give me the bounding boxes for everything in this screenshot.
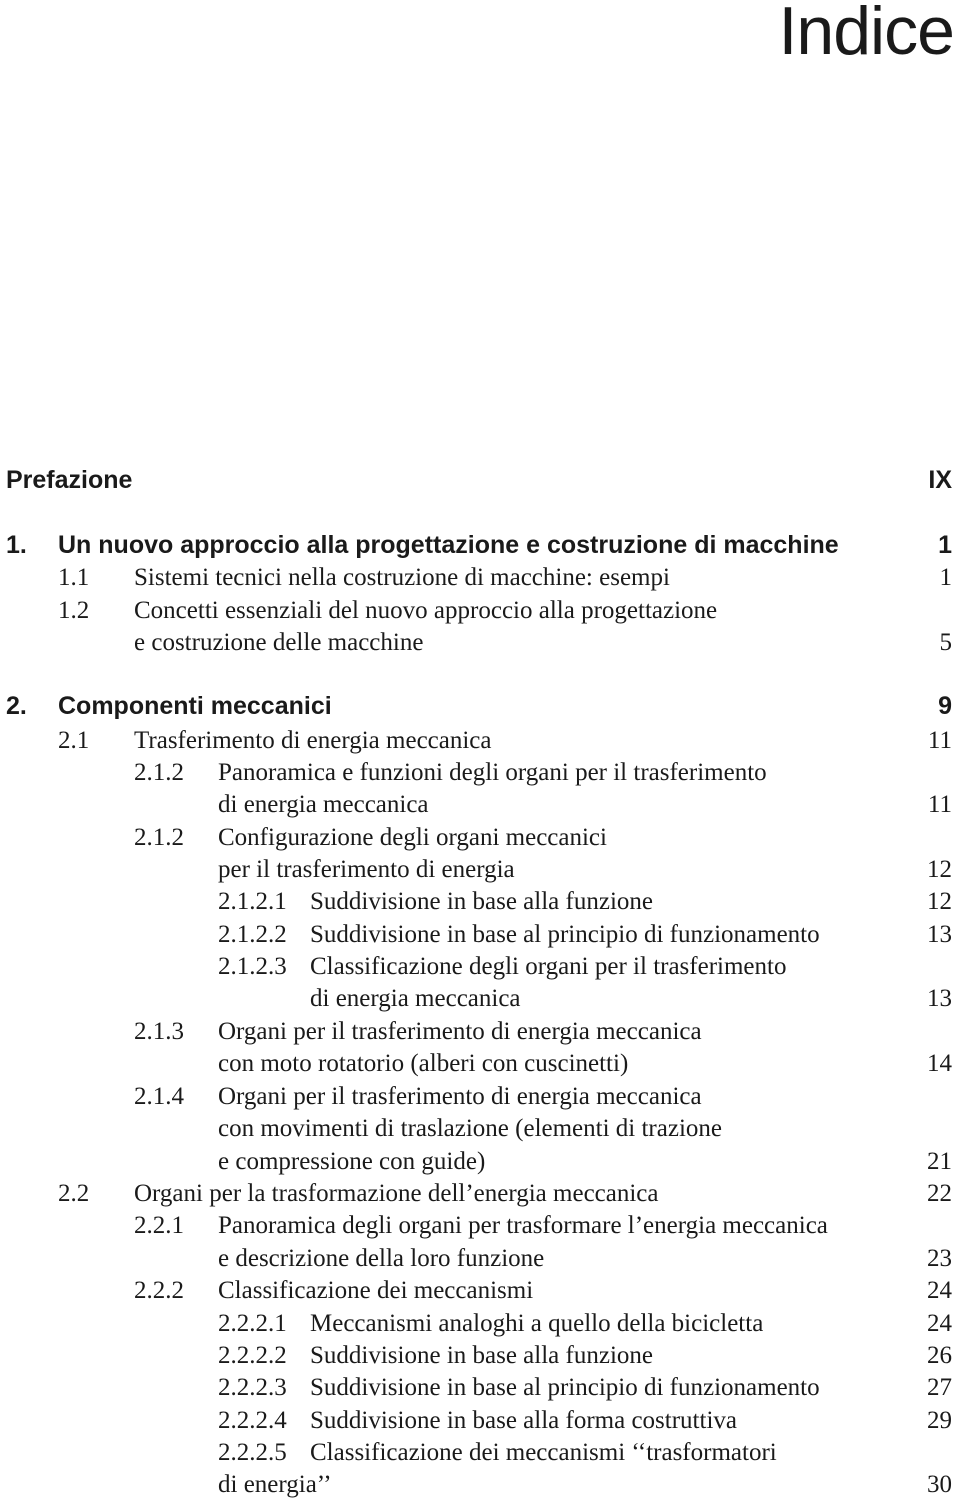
toc-entry-title: Un nuovo approccio alla progettazione e costruzione di macchine — [58, 531, 839, 559]
toc-entry-title-continued: con movimenti di traslazione (elementi di trazione — [218, 1115, 722, 1142]
toc-page-number: 1 — [938, 531, 952, 559]
toc-entry-title: Organi per la trasformazione dell’energia meccanica — [134, 1180, 659, 1207]
toc-entry-title: Suddivisione in base al principio di funzionamento — [310, 1374, 820, 1401]
toc-page-number: 11 — [927, 791, 952, 818]
toc-page-number: 13 — [927, 921, 952, 948]
toc-entry-title-continued: e costruzione delle macchine — [134, 629, 424, 656]
toc-section-number: 2.2.2.2 — [218, 1342, 287, 1369]
toc-section-number: 2.2.2.3 — [218, 1374, 287, 1401]
toc-entry-title-continued: e descrizione della loro funzione — [218, 1245, 545, 1272]
toc-page-number: 22 — [927, 1180, 952, 1207]
toc-entry-title-continued: di energia meccanica — [310, 985, 521, 1012]
toc-entry-title: Suddivisione in base alla funzione — [310, 1342, 653, 1369]
toc-section-number: 2.1.2.3 — [218, 953, 287, 980]
toc-section-number: 2.2 — [58, 1180, 90, 1207]
toc-section-number: 2.2.1 — [134, 1212, 184, 1239]
toc-page-number: 5 — [939, 629, 952, 656]
toc-entry-title: Concetti essenziali del nuovo approccio alla progettazione — [134, 597, 718, 624]
toc-section-number: 2.1.2.1 — [218, 888, 287, 915]
toc-page-number: 11 — [927, 727, 952, 754]
toc-section-number: 2.1.3 — [134, 1018, 184, 1045]
toc-section-number: 2.1.2 — [134, 824, 184, 851]
toc-page-number: 23 — [927, 1245, 952, 1272]
toc-entry-title-continued: di energia’’ — [218, 1471, 332, 1498]
toc-entry-title: Trasferimento di energia meccanica — [134, 727, 492, 754]
toc-page-number: 26 — [927, 1342, 952, 1369]
toc-section-number: 1.2 — [58, 597, 90, 624]
toc-page-number: IX — [928, 466, 952, 494]
toc-page-number: 24 — [927, 1277, 952, 1304]
toc-entry-title-continued: di energia meccanica — [218, 791, 429, 818]
toc-entry-title: Classificazione dei meccanismi ‘‘trasformatori — [310, 1439, 777, 1466]
toc-page-number: 29 — [927, 1407, 952, 1434]
toc-page-number: 14 — [927, 1050, 952, 1077]
toc-entry-title: Suddivisione in base al principio di funzionamento — [310, 921, 820, 948]
toc-section-number: 1.1 — [58, 564, 90, 591]
toc-page-number: 27 — [927, 1374, 952, 1401]
toc-section-number: 2.2.2.5 — [218, 1439, 287, 1466]
toc-page-number: 24 — [927, 1310, 952, 1337]
toc-entry-title-continued: per il trasferimento di energia — [218, 856, 515, 883]
toc-entry-title-continued: e compressione con guide) — [218, 1148, 486, 1175]
toc-entry-title: Panoramica e funzioni degli organi per il trasferimento — [218, 759, 767, 786]
toc-entry-title: Componenti meccanici — [58, 692, 332, 720]
toc-entry-title-continued: con moto rotatorio (alberi con cuscinetti) — [218, 1050, 629, 1077]
toc-entry-title: Sistemi tecnici nella costruzione di macchine: esempi — [134, 564, 670, 591]
toc-page-number: 1 — [939, 564, 952, 591]
toc-page-number: 12 — [927, 856, 952, 883]
toc-section-number: 2.2.2.4 — [218, 1407, 287, 1434]
toc-page-number: 13 — [927, 985, 952, 1012]
toc-page-number: 9 — [938, 692, 952, 720]
toc-entry-title: Organi per il trasferimento di energia meccanica — [218, 1018, 702, 1045]
toc-page-number: 30 — [927, 1471, 952, 1498]
toc-section-number: 2.1.2.2 — [218, 921, 287, 948]
toc-section-number: 2.2.2 — [134, 1277, 184, 1304]
toc-section-number: 2.1.2 — [134, 759, 184, 786]
toc-entry-title: Meccanismi analoghi a quello della bicicletta — [310, 1310, 764, 1337]
toc-page-number: 21 — [927, 1148, 952, 1175]
toc-section-number: 2.1.4 — [134, 1083, 184, 1110]
toc-section-number: 2.1 — [58, 727, 90, 754]
toc-entry-title: Organi per il trasferimento di energia meccanica — [218, 1083, 702, 1110]
toc-section-number: 2.2.2.1 — [218, 1310, 287, 1337]
toc-chapter-number: 2. — [6, 692, 27, 720]
toc-page-number: 12 — [927, 888, 952, 915]
toc-entry-title: Prefazione — [6, 466, 133, 494]
toc-chapter-number: 1. — [6, 531, 27, 559]
page-title: Indice — [778, 0, 954, 69]
toc-entry-title: Panoramica degli organi per trasformare l’energia meccanica — [218, 1212, 828, 1239]
toc-entry-title: Configurazione degli organi meccanici — [218, 824, 607, 851]
toc-entry-title: Classificazione degli organi per il trasferimento — [310, 953, 787, 980]
toc-entry-title: Classificazione dei meccanismi — [218, 1277, 534, 1304]
toc-entry-title: Suddivisione in base alla forma costruttiva — [310, 1407, 737, 1434]
toc-entry-title: Suddivisione in base alla funzione — [310, 888, 653, 915]
